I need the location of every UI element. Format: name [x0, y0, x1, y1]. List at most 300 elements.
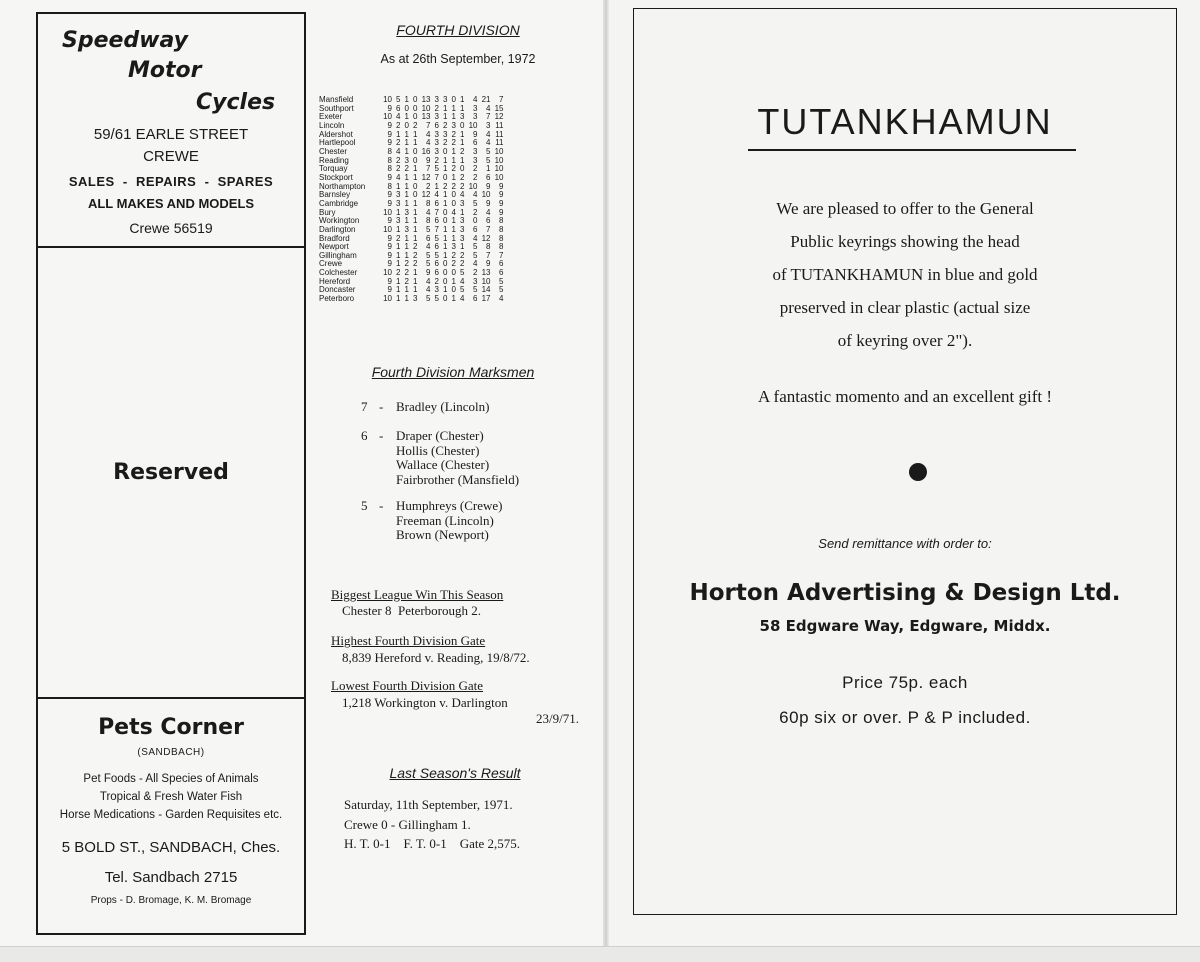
stat-cell: 3 [396, 190, 401, 200]
scorer-name: Bradley (Lincoln) [396, 399, 490, 414]
stat-cell: 3 [473, 112, 478, 122]
stat-cell: 3 [434, 285, 439, 295]
scorer-name: Brown (Newport) [396, 527, 489, 542]
stat-cell: 10 [494, 146, 504, 156]
stat-cell: 0 [404, 120, 409, 130]
stat-cell: 5 [396, 95, 401, 104]
stat-cell: 4 [460, 294, 465, 304]
league-date: As at 26th September, 1972 [380, 52, 536, 66]
team-name: Hartlepool [319, 138, 356, 148]
team-name: Exeter [319, 112, 343, 122]
stat-cell: 2 [460, 250, 465, 260]
stat-cell: 4 [396, 146, 401, 156]
stat-cell: 5 [486, 155, 491, 165]
advert-body-line: preserved in clear plastic (actual size [779, 298, 1031, 317]
stat-cell: 9 [426, 155, 431, 165]
stat-cell: 1 [443, 242, 448, 252]
stat-cell: 2 [404, 164, 409, 174]
scorer-name: Humphreys (Crewe) [396, 498, 503, 513]
stat-cell: 6 [486, 172, 491, 182]
stat-cell: 2 [404, 268, 409, 278]
stat-cell: 3 [404, 224, 409, 234]
stat-cell: 9 [387, 198, 392, 208]
stat-cell: 1 [396, 259, 401, 269]
stat-cell: 6 [426, 233, 431, 243]
stat-cell: 9 [499, 190, 504, 200]
stat-cell: 1 [404, 198, 409, 208]
stat-cell: 10 [383, 95, 392, 104]
stat-cell: 3 [443, 129, 448, 139]
advert-body-line: of TUTANKHAMUN in blue and gold [772, 265, 1038, 284]
stat-cell: 6 [434, 268, 439, 278]
pets-line-1: Pet Foods - All Species of Animals [83, 773, 259, 785]
company-name: Horton Advertising & Design Ltd. [689, 580, 1121, 606]
stat-cell: 2 [460, 181, 465, 191]
remittance-note: Send remittance with order to: [818, 536, 992, 551]
stat-cell: 7 [499, 250, 504, 260]
stat-cell: 9 [387, 172, 392, 182]
last-season-date: Saturday, 11th September, 1971. [344, 797, 513, 812]
stat-cell: 2 [451, 164, 456, 174]
stat-cell: 1 [443, 285, 448, 295]
stat-cell: 1 [413, 198, 418, 208]
stat-cell: 8 [387, 155, 392, 165]
stat-cell: 1 [413, 216, 418, 226]
stat-cell: 10 [494, 164, 504, 174]
stat-cell: 0 [451, 95, 456, 104]
stat-cell: 7 [486, 224, 491, 234]
stat-cell: 1 [443, 164, 448, 174]
stat-cell: 3 [460, 224, 465, 234]
league-title: FOURTH DIVISION [396, 22, 520, 38]
logo-word-speedway: Speedway [62, 28, 189, 53]
pets-line-2: Tropical & Fresh Water Fish [99, 791, 243, 803]
team-name: Darlington [319, 224, 356, 234]
stat-cell: 9 [387, 259, 392, 269]
team-name: Torquay [319, 164, 348, 174]
stat-cell: 0 [460, 164, 465, 174]
stat-cell: 4 [460, 276, 465, 286]
lowest-gate-title: Lowest Fourth Division Gate [331, 678, 484, 693]
stat-cell: 4 [473, 190, 478, 200]
team-name: Southport [319, 103, 354, 113]
stat-cell: 1 [443, 155, 448, 165]
pets-address: 5 BOLD ST., SANDBACH, Ches. [61, 839, 281, 856]
stat-cell: 2 [396, 120, 401, 130]
stat-cell: 9 [387, 120, 392, 130]
stat-cell: 5 [434, 164, 439, 174]
stat-cell: 13 [481, 268, 491, 278]
stat-cell: 1 [460, 207, 465, 217]
stat-cell: 10 [421, 103, 431, 113]
stat-cell: 0 [413, 103, 418, 113]
stat-cell: 9 [387, 103, 392, 113]
league-row [319, 295, 504, 304]
stat-cell: 11 [495, 129, 504, 139]
stat-cell: 16 [421, 146, 431, 156]
stat-cell: 0 [443, 172, 448, 182]
advert-body-line: Public keyrings showing the head [790, 232, 1020, 251]
stat-cell: 1 [404, 112, 409, 122]
stat-cell: 5 [486, 146, 491, 156]
stat-cell: 3 [434, 112, 439, 122]
stat-cell: 3 [473, 155, 478, 165]
stat-cell: 1 [396, 242, 401, 252]
stat-cell: 3 [404, 207, 409, 217]
speedway-services [38, 174, 304, 189]
stat-cell: 0 [451, 268, 456, 278]
team-name: Mansfield [319, 95, 354, 104]
stat-cell: 4 [486, 138, 491, 148]
stat-cell: 12 [421, 190, 431, 200]
stat-cell: 0 [443, 259, 448, 269]
stat-cell: 15 [494, 103, 504, 113]
stat-cell: 1 [451, 294, 456, 304]
highest-gate-title: Highest Fourth Division Gate [331, 633, 486, 648]
stat-cell: 3 [396, 216, 401, 226]
stat-cell: 3 [473, 276, 478, 286]
team-name: Reading [319, 155, 349, 165]
stat-cell: 5 [426, 294, 431, 304]
team-name: Newport [319, 242, 349, 252]
last-season-title: Last Season's Result [389, 765, 521, 781]
speedway-address-town: CREWE [143, 148, 199, 165]
service-repairs: REPAIRS [136, 174, 197, 189]
spine [603, 0, 609, 961]
stat-cell: 5 [426, 250, 431, 260]
team-name: Lincoln [319, 120, 345, 130]
last-season-score: Crewe 0 - Gillingham 1. [344, 817, 471, 832]
stat-cell: 6 [499, 259, 504, 269]
goals-count: 6 [361, 428, 368, 443]
stat-cell: 1 [413, 224, 418, 234]
stat-cell: 3 [434, 138, 439, 148]
stat-cell: 10 [383, 207, 392, 217]
advert-body-line: of keyring over 2"). [837, 331, 973, 350]
stat-cell: 10 [494, 155, 504, 165]
stat-cell: 0 [413, 146, 418, 156]
stat-cell: 2 [413, 250, 418, 260]
advert-body-line: We are pleased to offer to the General [776, 199, 1034, 218]
stat-cell: 2 [413, 259, 418, 269]
stat-cell: 0 [443, 146, 448, 156]
stat-cell: 12 [494, 112, 504, 122]
stat-cell: 8 [426, 198, 431, 208]
service-sep-2: - [204, 174, 210, 189]
stat-cell: 8 [426, 216, 431, 226]
stat-cell: 4 [451, 207, 456, 217]
stat-cell: 7 [486, 250, 491, 260]
stat-cell: 1 [413, 276, 418, 286]
company-address: 58 Edgware Way, Edgware, Middx. [759, 617, 1051, 635]
marksmen-title: Fourth Division Marksmen [371, 364, 535, 380]
reserved-label: Reserved [113, 460, 229, 485]
stat-cell: 0 [443, 216, 448, 226]
stat-cell: 6 [473, 224, 478, 234]
logo-word-motor: Motor [128, 58, 202, 83]
stat-cell: 1 [443, 224, 448, 234]
stat-cell: 5 [460, 268, 465, 278]
stat-cell: 3 [473, 146, 478, 156]
stat-cell: 2 [451, 138, 456, 148]
stat-cell: 10 [468, 181, 478, 191]
team-name: Bradford [319, 233, 350, 243]
stat-cell: 2 [451, 250, 456, 260]
stat-cell: 1 [396, 207, 401, 217]
stat-cell: 4 [434, 190, 439, 200]
price-line: Price 75p. each [842, 673, 968, 692]
stat-cell: 5 [460, 285, 465, 295]
stat-cell: 6 [434, 120, 439, 130]
team-name: Gillingham [319, 250, 357, 260]
stat-cell: 2 [413, 242, 418, 252]
stat-cell: 6 [434, 216, 439, 226]
stat-cell: 5 [473, 250, 478, 260]
stat-cell: 6 [434, 198, 439, 208]
stat-cell: 3 [404, 155, 409, 165]
stat-cell: 4 [486, 207, 491, 217]
scorer-name: Draper (Chester) [396, 428, 484, 443]
stat-cell: 0 [443, 294, 448, 304]
stat-cell: 10 [383, 294, 392, 304]
stat-cell: 5 [473, 198, 478, 208]
stat-cell: 12 [481, 233, 491, 243]
stat-cell: 1 [413, 207, 418, 217]
stat-cell: 1 [443, 233, 448, 243]
lowest-gate-value: 1,218 Workington v. Darlington [342, 695, 508, 710]
stat-cell: 1 [486, 164, 491, 174]
stat-cell: 3 [460, 198, 465, 208]
goals-dash: - [379, 428, 384, 443]
stat-cell: 13 [421, 112, 431, 122]
stat-cell: 9 [387, 285, 392, 295]
stat-cell: 6 [434, 259, 439, 269]
stat-cell: 1 [404, 129, 409, 139]
stat-cell: 1 [404, 181, 409, 191]
stat-cell: 1 [460, 95, 465, 104]
logo-word-cycles: Cycles [196, 90, 276, 115]
stat-cell: 2 [473, 268, 478, 278]
speedway-makes: ALL MAKES AND MODELS [87, 196, 255, 211]
highest-gate-value: 8,839 Hereford v. Reading, 19/8/72. [342, 650, 530, 665]
stat-cell: 2 [434, 103, 439, 113]
stat-cell: 10 [383, 224, 392, 234]
stat-cell: 9 [387, 129, 392, 139]
stat-cell: 9 [387, 216, 392, 226]
stat-cell: 3 [396, 198, 401, 208]
stat-cell: 4 [473, 233, 478, 243]
stat-cell: 1 [413, 164, 418, 174]
team-name: Aldershot [319, 129, 353, 139]
stat-cell: 0 [451, 285, 456, 295]
stat-cell: 3 [460, 233, 465, 243]
stat-cell: 1 [413, 138, 418, 148]
stat-cell: 2 [473, 164, 478, 174]
stat-cell: 8 [387, 181, 392, 191]
scorer-name: Hollis (Chester) [396, 442, 480, 458]
stat-cell: 1 [413, 129, 418, 139]
stat-cell: 9 [387, 250, 392, 260]
stat-cell: 9 [486, 198, 491, 208]
ad-divider [38, 246, 304, 248]
biggest-win-title: Biggest League Win This Season [331, 587, 504, 602]
stat-cell: 1 [443, 112, 448, 122]
stat-cell: 5 [499, 276, 504, 286]
stat-cell: 1 [413, 268, 418, 278]
stat-cell: 1 [404, 250, 409, 260]
stat-cell: 8 [499, 216, 504, 226]
service-spares: SPARES [217, 174, 274, 189]
stat-cell: 1 [404, 285, 409, 295]
stat-cell: 1 [460, 138, 465, 148]
stat-cell: 0 [413, 155, 418, 165]
stat-cell: 2 [460, 172, 465, 182]
team-name: Peterboro [319, 294, 355, 304]
stat-cell: 1 [443, 190, 448, 200]
stat-cell: 5 [426, 259, 431, 269]
stat-cell: 2 [443, 181, 448, 191]
stat-cell: 5 [434, 233, 439, 243]
pets-line-3: Horse Medications - Garden Requisites etc. [59, 809, 283, 821]
bullet-dot [909, 463, 927, 481]
stat-cell: 9 [387, 138, 392, 148]
stat-cell: 3 [443, 95, 448, 104]
stat-cell: 1 [443, 250, 448, 260]
stat-cell: 2 [451, 181, 456, 191]
stat-cell: 1 [451, 276, 456, 286]
stat-cell: 1 [396, 250, 401, 260]
service-sales: SALES [68, 174, 115, 189]
stat-cell: 9 [499, 181, 504, 191]
stat-cell: 2 [413, 120, 418, 130]
stat-cell: 1 [404, 216, 409, 226]
pets-phone: Tel. Sandbach 2715 [104, 869, 238, 886]
stat-cell: 3 [451, 120, 456, 130]
stat-cell: 2 [426, 181, 431, 191]
team-name: Bury [319, 207, 336, 217]
stat-cell: 1 [404, 95, 409, 104]
stat-cell: 2 [396, 233, 401, 243]
team-name: Workington [319, 216, 360, 226]
headline-underline [748, 149, 1076, 151]
stat-cell: 1 [396, 276, 401, 286]
stat-cell: 4 [426, 285, 431, 295]
stat-cell: 0 [413, 112, 418, 122]
stat-cell: 5 [499, 285, 504, 295]
stat-cell: 1 [460, 103, 465, 113]
speedway-address-street: 59/61 EARLE STREET [93, 126, 249, 143]
stat-cell: 4 [426, 242, 431, 252]
stat-cell: 2 [460, 259, 465, 269]
stat-cell: 1 [413, 172, 418, 182]
stat-cell: 4 [486, 129, 491, 139]
stat-cell: 2 [473, 207, 478, 217]
stat-cell: 10 [383, 112, 392, 122]
stat-cell: 6 [499, 268, 504, 278]
team-name: Doncaster [319, 285, 356, 295]
stat-cell: 3 [434, 95, 439, 104]
stat-cell: 21 [481, 95, 491, 104]
stat-cell: 2 [473, 172, 478, 182]
team-name: Barnsley [319, 190, 351, 200]
stat-cell: 1 [451, 172, 456, 182]
stat-cell: 9 [473, 129, 478, 139]
stat-cell: 2 [396, 268, 401, 278]
stat-cell: 4 [426, 138, 431, 148]
stat-cell: 4 [460, 190, 465, 200]
stat-cell: 1 [404, 172, 409, 182]
stat-cell: 8 [499, 233, 504, 243]
stat-cell: 2 [396, 164, 401, 174]
stat-cell: 9 [499, 207, 504, 217]
stat-cell: 4 [396, 112, 401, 122]
stat-cell: 1 [451, 146, 456, 156]
stat-cell: 7 [499, 95, 504, 104]
stat-cell: 11 [495, 138, 504, 148]
scorer-name: Wallace (Chester) [396, 457, 490, 472]
stat-cell: 1 [434, 181, 439, 191]
stat-cell: 8 [486, 242, 491, 252]
advert-tagline: A fantastic momento and an excellent gift ! [757, 387, 1053, 406]
stat-cell: 1 [396, 129, 401, 139]
stat-cell: 1 [451, 224, 456, 234]
goals-dash: - [379, 399, 384, 414]
stat-cell: 1 [451, 216, 456, 226]
stat-cell: 6 [486, 216, 491, 226]
stat-cell: 1 [460, 155, 465, 165]
stat-cell: 1 [443, 103, 448, 113]
stat-cell: 3 [460, 112, 465, 122]
stat-cell: 2 [451, 129, 456, 139]
stat-cell: 0 [413, 190, 418, 200]
stat-cell: 4 [396, 172, 401, 182]
stat-cell: 0 [404, 103, 409, 113]
biggest-win-value: Chester 8 Peterborough 2. [342, 603, 482, 618]
stat-cell: 2 [404, 276, 409, 286]
stat-cell: 3 [473, 103, 478, 113]
stat-cell: 2 [434, 155, 439, 165]
stat-cell: 1 [404, 190, 409, 200]
stat-cell: 3 [434, 146, 439, 156]
pets-corner-advert [38, 699, 304, 931]
stat-cell: 1 [443, 198, 448, 208]
stat-cell: 8 [499, 242, 504, 252]
stat-cell: 1 [396, 294, 401, 304]
stat-cell: 3 [460, 216, 465, 226]
stat-cell: 1 [404, 138, 409, 148]
pets-proprietors: Props - D. Bromage, K. M. Bromage [90, 895, 252, 906]
stat-cell: 6 [473, 294, 478, 304]
stat-cell: 9 [486, 181, 491, 191]
stat-cell: 1 [413, 285, 418, 295]
stat-cell: 9 [426, 268, 431, 278]
stat-cell: 4 [426, 276, 431, 286]
stat-cell: 0 [451, 190, 456, 200]
stat-cell: 4 [473, 95, 478, 104]
stat-cell: 9 [486, 259, 491, 269]
stat-cell: 7 [426, 120, 431, 130]
stat-cell: 3 [486, 120, 491, 130]
left-advert-column [36, 12, 306, 935]
stat-cell: 9 [499, 198, 504, 208]
stat-cell: 9 [387, 242, 392, 252]
stat-cell: 7 [434, 207, 439, 217]
team-name: Colchester [319, 268, 358, 278]
stat-cell: 0 [451, 198, 456, 208]
stat-cell: 1 [404, 294, 409, 304]
stat-cell: 4 [426, 207, 431, 217]
team-name: Cambridge [319, 198, 359, 208]
